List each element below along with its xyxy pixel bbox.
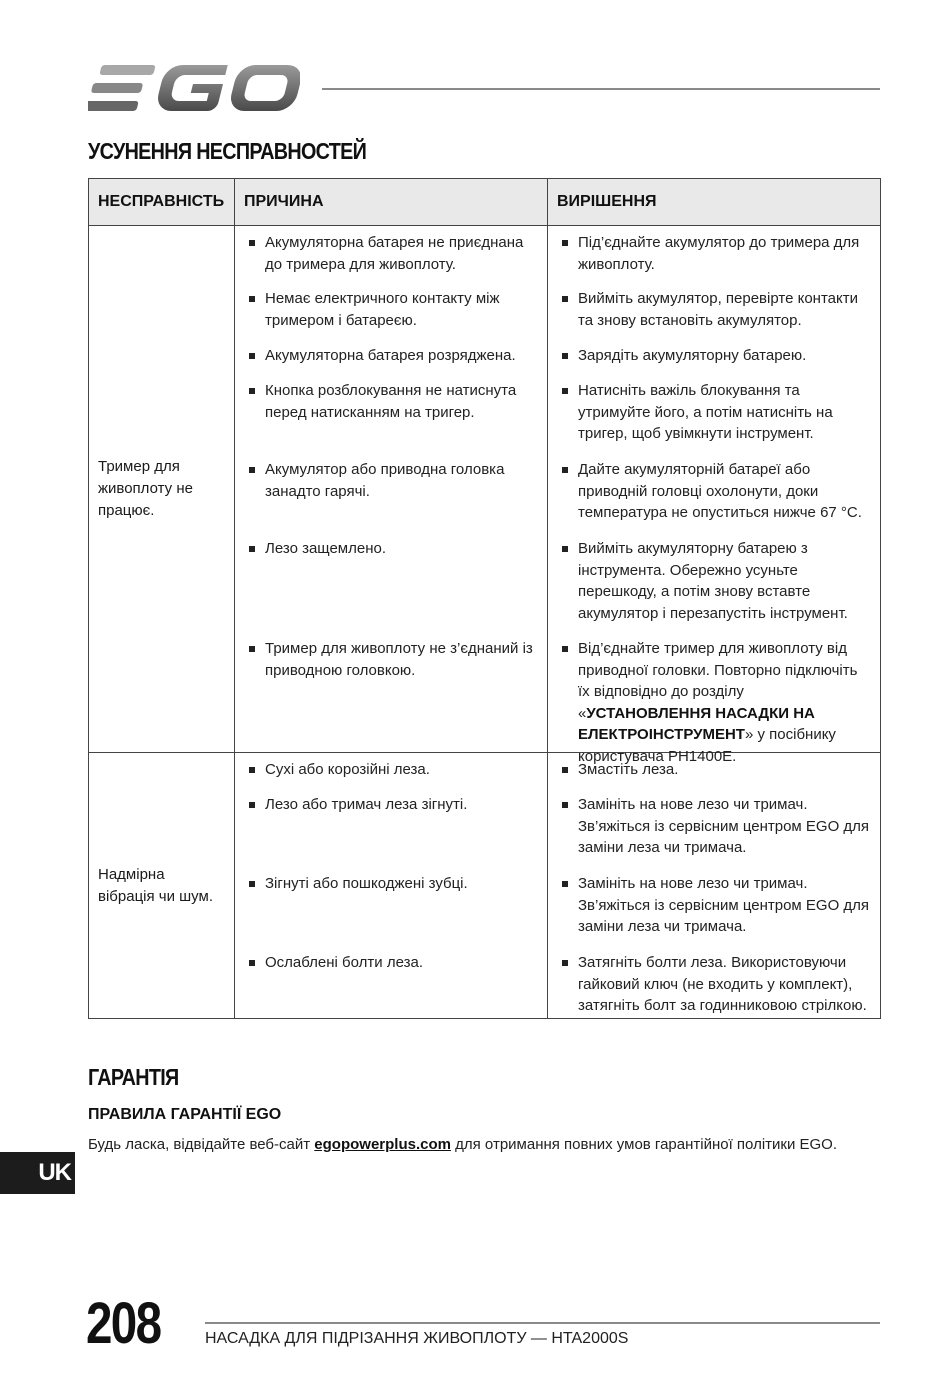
- cause-list: [235, 226, 548, 753]
- language-tab: UK: [0, 1152, 75, 1194]
- solution-text: » у посібнику користувача PH1400E.: [578, 726, 836, 765]
- table-header-row: [89, 179, 881, 226]
- warranty-subtitle: ПРАВИЛА ГАРАНТІЇ EGO: [88, 1106, 282, 1123]
- page-number: 208: [86, 1291, 161, 1356]
- section-title-warranty: ГАРАНТІЯ: [88, 1064, 179, 1090]
- solution-item: Змастіть леза.: [560, 759, 872, 794]
- cause-item: Акумулятор або приводна головка занадто гарячі.: [247, 459, 539, 538]
- problem-cell: Надмірна вібрація чи шум.: [89, 753, 235, 1019]
- warranty-text-before: Будь ласка, відвідайте веб-сайт: [88, 1136, 315, 1153]
- solution-item: Замініть на нове лезо чи тримач. Зв’яжіться із сервісним центром EGO для заміни леза чи тримача.: [560, 794, 872, 873]
- footer-title: НАСАДКА ДЛЯ ПІДРІЗАННЯ ЖИВОПЛОТУ — HTA2000S: [205, 1330, 629, 1347]
- manual-section-reference: УСТАНОВЛЕННЯ НАСАДКИ НА ЕЛЕКТРОІНСТРУМЕНТ: [578, 704, 815, 743]
- header-rule: [322, 88, 880, 90]
- table-row-group-2: [89, 753, 881, 1019]
- warranty-text-after: для отримання повних умов гарантійної політики EGO.: [450, 1136, 838, 1153]
- footer-rule: [205, 1322, 880, 1324]
- table-row-group-1: [89, 226, 881, 753]
- solution-text: Від’єднайте тример для живоплоту від приводної головки. Повторно підключіть їх відповідно до розділу «: [578, 640, 858, 722]
- column-header-solution: ВИРІШЕННЯ: [548, 179, 881, 226]
- cause-item: Немає електричного контакту між тримером і батареєю.: [247, 288, 539, 345]
- section-title-troubleshooting: УСУНЕННЯ НЕСПРАВНОСТЕЙ: [88, 138, 367, 164]
- solution-item: Зарядіть акумуляторну батарею.: [560, 345, 872, 380]
- solution-item: Під’єднайте акумулятор до тримера для живоплоту.: [560, 232, 872, 288]
- problem-cell: Тример для живоплоту не працює.: [89, 226, 235, 753]
- cause-item: Лезо защемлено.: [247, 538, 539, 638]
- solution-item: Вийміть акумулятор, перевірте контакти та знову встановіть акумулятор.: [560, 288, 872, 345]
- solution-item: [560, 638, 872, 765]
- cause-item: Акумуляторна батарея розряджена.: [247, 345, 539, 380]
- cause-item: Акумуляторна батарея не приєднана до тримера для живоплоту.: [247, 232, 539, 288]
- warranty-text: [88, 1136, 837, 1153]
- cause-item: Тример для живоплоту не з’єднаний із приводною головкою.: [247, 638, 539, 750]
- solution-list: [548, 226, 881, 765]
- troubleshooting-table: [88, 178, 880, 1019]
- warranty-link[interactable]: egopowerplus.com: [314, 1136, 451, 1153]
- cause-item: Лезо або тримач леза зігнуті.: [247, 794, 539, 873]
- cause-item: Сухі або корозійні леза.: [247, 759, 539, 794]
- cause-item: Зігнуті або пошкоджені зубці.: [247, 873, 539, 952]
- cause-list: [235, 753, 548, 1019]
- column-header-cause: ПРИЧИНА: [235, 179, 548, 226]
- cause-item: Кнопка розблокування не натиснута перед натисканням на тригер.: [247, 380, 539, 459]
- column-header-problem: НЕСПРАВНІСТЬ: [89, 179, 235, 226]
- solution-item: Натисніть важіль блокування та утримуйте його, а потім натисніть на тригер, щоб увімкнути інструмент.: [560, 380, 872, 459]
- solution-item: Замініть на нове лезо чи тримач. Зв’яжіться із сервісним центром EGO для заміни леза чи тримача.: [560, 873, 872, 952]
- cause-item: Ослаблені болти леза.: [247, 952, 539, 1016]
- solution-item: Затягніть болти леза. Використовуючи гайковий ключ (не входить у комплект), затягніть болт за годинниковою стрілкою.: [560, 952, 872, 1016]
- ego-logo: [88, 64, 300, 112]
- solution-item: Дайте акумуляторній батареї або приводній головці охолонути, доки температура не опуститься нижче 67 °C.: [560, 459, 872, 538]
- solution-list: [548, 753, 881, 1019]
- solution-item: Вийміть акумуляторну батарею з інструмента. Обережно усуньте перешкоду, а потім знову вставте акумулятор і перезапустіть інструмент.: [560, 538, 872, 638]
